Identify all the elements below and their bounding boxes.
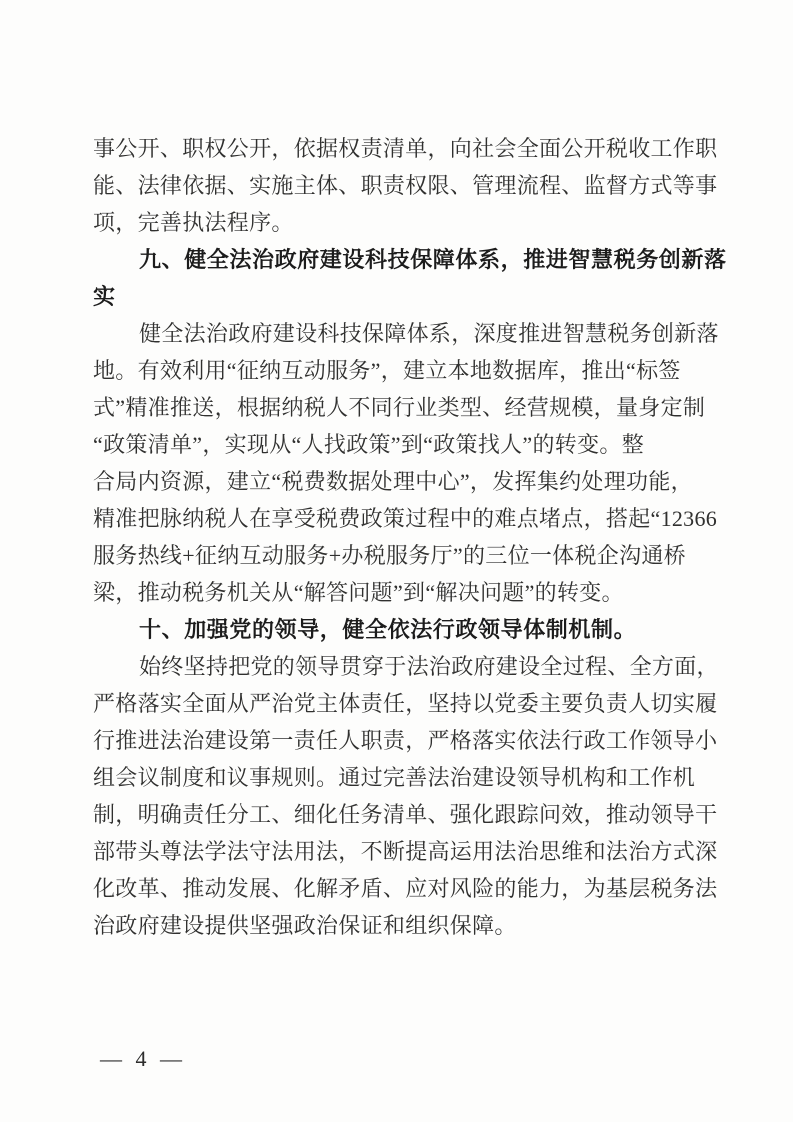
text-line: 严格落实全面从严治党主体责任，坚持以党委主要负责人切实履 bbox=[93, 691, 718, 716]
text-line: 行推进法治建设第一责任人职责，严格落实依法行政工作领导小 bbox=[93, 728, 718, 753]
section-heading: 十、加强党的领导，健全依法行政领导体制机制。 bbox=[139, 617, 637, 642]
text-line: 合局内资源，建立“税费数据处理中心”，发挥集约处理功能， bbox=[93, 469, 693, 494]
text-line: 地。有效利用“征纳互动服务”，建立本地数据库，推出“标签 bbox=[93, 358, 681, 383]
section-heading: 九、健全法治政府建设科技保障体系，推进智慧税务创新落 bbox=[139, 247, 727, 272]
text-line: 治政府建设提供坚强政治保证和组织保障。 bbox=[93, 913, 517, 938]
text-line: 健全法治政府建设科技保障体系，深度推进智慧税务创新落 bbox=[139, 321, 719, 346]
text-line: 梁，推动税务机关从“解答问题”到“解决问题”的转变。 bbox=[93, 580, 624, 605]
text-line: 事公开、职权公开，依据权责清单，向社会全面公开税收工作职 bbox=[93, 136, 718, 161]
text-line: 项，完善执法程序。 bbox=[93, 210, 294, 235]
text-block bbox=[93, 130, 727, 944]
text-line: 化改革、推动发展、化解矛盾、应对风险的能力，为基层税务法 bbox=[93, 876, 718, 901]
text-line: 始终坚持把党的领导贯穿于法治政府建设全过程、全方面， bbox=[139, 654, 719, 679]
text-line: 部带头尊法学法守法用法，不断提高运用法治思维和法治方式深 bbox=[93, 839, 718, 864]
text-line: 式”精准推送，根据纳税人不同行业类型、经营规模，量身定制 bbox=[93, 395, 706, 420]
text-line: 能、法律依据、实施主体、职责权限、管理流程、监督方式等事 bbox=[93, 173, 718, 198]
text-line: 组会议制度和议事规则。通过完善法治建设领导机构和工作机 bbox=[93, 765, 696, 790]
text-line: “政策清单”，实现从“人找政策”到“政策找人”的转变。整 bbox=[93, 432, 644, 457]
text-line: 服务热线+征纳互动服务+办税服务厅”的三位一体税企沟通桥 bbox=[93, 543, 686, 568]
page-number: — 4 — bbox=[100, 1046, 186, 1071]
text-line: 精准把脉纳税人在享受税费政策过程中的难点堵点，搭起“12366 bbox=[93, 506, 718, 531]
section-heading: 实 bbox=[93, 284, 116, 309]
text-line: 制，明确责任分工、细化任务清单、强化跟踪问效，推动领导干 bbox=[93, 802, 718, 827]
